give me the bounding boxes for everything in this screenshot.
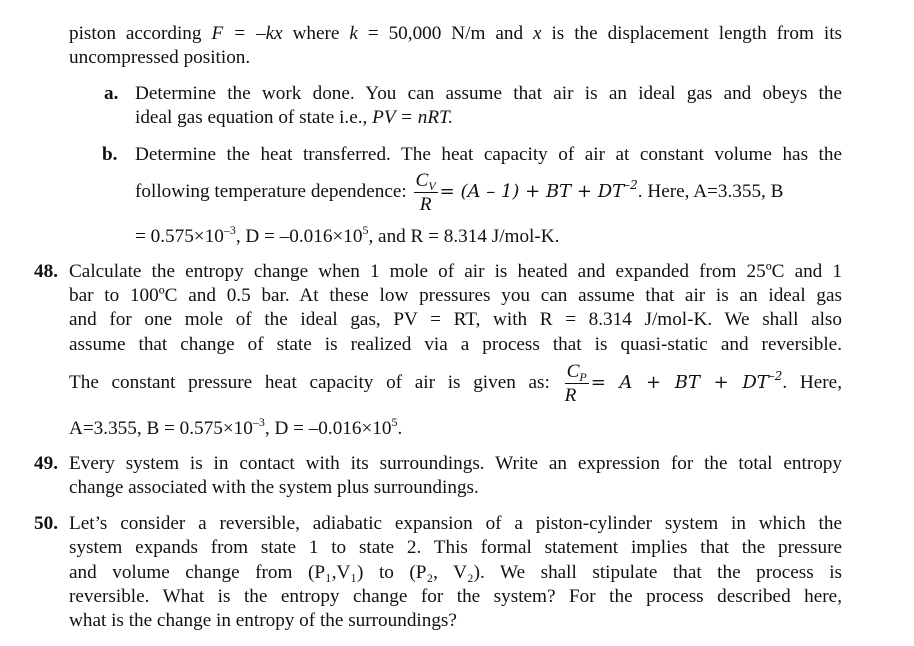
- item-b-marker: b.: [102, 144, 118, 165]
- q48-line-3: and for one mole of the ideal gas, PV = RT, with R = 8.314 J/mol-K. We shall also: [69, 309, 842, 330]
- force-law: F = –kx: [211, 23, 283, 44]
- question-49-marker: 49.: [34, 453, 58, 474]
- q50-line-2: system expands from state 1 to state 2. This formal statement implies that the pressure: [69, 537, 842, 558]
- cp-expression: = A + BT + $DT^{-2}$: [590, 369, 783, 393]
- cv-over-r-fraction: $\frac{C_V}{R}$: [415, 169, 436, 216]
- q48-line-4: assume that change of state is realized via a process that is quasi-static and reversible.: [69, 334, 842, 355]
- item-a-marker: a.: [104, 83, 119, 104]
- q48-line-6: A=3.355, $B = 0.575\times 10^{-3}$, $D = -0.016\times 10^5$.: [69, 415, 403, 439]
- item-b-line-2: following temperature dependence: $\frac{C_V}{R}$ = (A – 1) + BT + $DT^{-2}$. Here, A=3.355, B: [135, 169, 784, 216]
- intro-line-1: piston according F = –kx where k = 50,000 N/m and x is the displacement length from its: [69, 23, 842, 44]
- q48-line-5: The constant pressure heat capacity of air is given as: $\frac{C_P}{R}$ = A + BT + $DT^{-2}$. Here,: [69, 360, 842, 407]
- q48-line-1: Calculate the entropy change when 1 mole of air is heated and expanded from 25ºC and 1: [69, 261, 842, 282]
- item-a-line-2: ideal gas equation of state i.e., PV = nRT.: [135, 107, 454, 128]
- item-a-line-1: Determine the work done. You can assume that air is an ideal gas and obeys the: [135, 83, 842, 104]
- q48-line-2: bar to 100ºC and 0.5 bar. At these low pressures you can assume that air is an ideal gas: [69, 285, 842, 306]
- item-b-line-3: = $0.575\times 10^{-3}$, $D = -0.016\times 10^5$, and R = 8.314 J/mol-K.: [135, 223, 560, 247]
- q50-line-4: reversible. What is the entropy change for the system? For the process described here,: [69, 586, 842, 607]
- question-50-marker: 50.: [34, 513, 58, 534]
- q50-line-3: and volume change from (P₁,V₁) to (P₂, V₂). We shall stipulate that the process is: [69, 562, 842, 583]
- intro-line-2: uncompressed position.: [69, 47, 251, 68]
- ideal-gas-equation: PV = nRT.: [372, 107, 454, 128]
- q49-line-1: Every system is in contact with its surroundings. Write an expression for the total entropy: [69, 453, 842, 474]
- cv-expression: = (A – 1) + BT + $DT^{-2}$: [439, 178, 638, 202]
- q49-line-2: change associated with the system plus surroundings.: [69, 477, 479, 498]
- item-b-line-1: Determine the heat transferred. The heat capacity of air at constant volume has the: [135, 144, 842, 165]
- q50-line-1: Let’s consider a reversible, adiabatic expansion of a piston-cylinder system in which the: [69, 513, 842, 534]
- q50-line-5: what is the change in entropy of the surroundings?: [69, 610, 457, 631]
- question-48-marker: 48.: [34, 261, 58, 282]
- cp-over-r-fraction: $\frac{C_P}{R}$: [564, 360, 587, 407]
